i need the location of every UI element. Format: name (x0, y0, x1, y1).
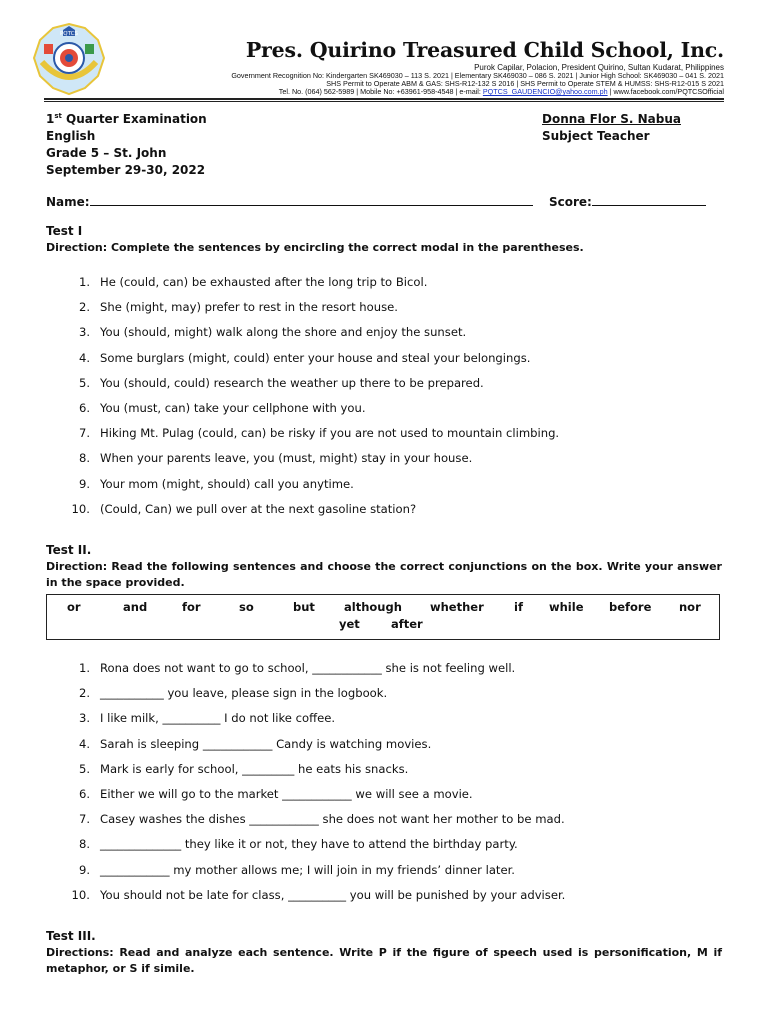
list-item: 7. Hiking Mt. Pulag (could, can) be risky if you are not used to mountain climbing. (78, 426, 560, 441)
conjunction-word: so (239, 600, 254, 614)
test1-direction: Direction: Complete the sentences by encircling the correct modal in the parentheses. (46, 241, 584, 254)
exam-info (46, 111, 207, 179)
name-score-row (46, 195, 706, 209)
svg-text:PQTCS: PQTCS (59, 31, 79, 37)
list-item: 9. Your mom (might, should) call you anytime. (78, 476, 354, 491)
list-item: 5. Mark is early for school, _________ he eats his snacks. (78, 761, 409, 776)
conjunction-word: or (67, 600, 81, 614)
test2-direction: Direction: Read the following sentences and choose the correct conjunctions on the box. Write your answer in the space provided. (46, 560, 722, 589)
list-item: 9. ____________ my mother allows me; I will join in my friends’ dinner later. (78, 862, 515, 877)
test3-title: Test III. (46, 929, 96, 943)
test3-direction: Directions: Read and analyze each sentence. Write P if the figure of speech used is personification, M if metaphor, or S if simile. (46, 946, 722, 975)
list-item: 4. Sarah is sleeping ____________ Candy is watching movies. (78, 736, 432, 751)
name-label: Name: (46, 195, 90, 209)
conjunction-word: before (609, 600, 652, 614)
test2-items (60, 661, 565, 913)
list-item: 6. Either we will go to the market ____________ we will see a movie. (78, 786, 473, 801)
conjunction-word: but (293, 600, 315, 614)
teacher-name: Donna Flor S. Nabua (542, 112, 681, 126)
teacher-role: Subject Teacher (542, 129, 650, 143)
list-item: 10. (Could, Can) we pull over at the next gasoline station? (71, 501, 417, 516)
header-divider (44, 98, 724, 100)
exam-date: September 29-30, 2022 (46, 163, 206, 177)
conjunction-word: if (514, 600, 523, 614)
list-item: 1. He (could, can) be exhausted after the long trip to Bicol. (78, 275, 428, 289)
conjunction-word: while (549, 600, 584, 614)
list-item: 3. You (should, might) walk along the shore and enjoy the sunset. (78, 325, 467, 340)
conjunction-word: for (182, 600, 201, 614)
school-address: Purok Capilar, Polacion, President Quirino, Sultan Kudarat, Philippines (474, 63, 724, 72)
government-recognition: Government Recognition No: Kindergarten SK469030 – 113 S. 2021 | Elementary SK469030 – 086 S. 2021 | Junior High School: SK469030 – 041 S. 2021 (231, 71, 724, 80)
exam-subject: English (46, 129, 96, 143)
conjunction-box (46, 594, 720, 640)
school-name: Pres. Quirino Treasured Child School, Inc. (245, 38, 724, 62)
conjunction-word: although (344, 600, 402, 614)
test1-title: Test I (46, 224, 83, 238)
shs-permits: SHS Permit to Operate ABM & GAS: SHS-R12-132 S 2016 | SHS Permit to Operate STEM & HUMSS: SHS-R12-015 S 2021 (326, 79, 724, 88)
list-item: 6. You (must, can) take your cellphone with you. (78, 400, 366, 415)
conjunction-word: after (391, 617, 423, 631)
header-divider-thin (44, 101, 724, 102)
score-field[interactable] (592, 195, 706, 206)
teacher-info (542, 111, 681, 145)
conjunction-word: nor (679, 600, 701, 614)
list-item: 2. She (might, may) prefer to rest in the resort house. (78, 300, 398, 315)
name-field[interactable] (90, 195, 533, 206)
list-item: 2. ___________ you leave, please sign in the logbook. (78, 686, 388, 701)
list-item: 1. Rona does not want to go to school, ____________ she is not feeling well. (78, 661, 516, 675)
score-label: Score: (548, 195, 592, 209)
list-item: 4. Some burglars (might, could) enter your house and steal your belongings. (78, 350, 531, 365)
exam-grade: Grade 5 – St. John (46, 146, 167, 160)
contact-phone: Tel. No. (064) 562-5989 | Mobile No: +63961-958-4548 | e-mail: (278, 87, 483, 96)
conjunction-word: and (123, 600, 148, 614)
school-logo-icon (30, 22, 108, 96)
email-link[interactable]: PQTCS_GAUDENCIO@yahoo.com.ph (482, 87, 608, 96)
test1-items (60, 275, 559, 527)
exam-quarter: 1st Quarter Examination (46, 112, 207, 126)
conjunction-word: yet (339, 617, 360, 631)
list-item: 3. I like milk, __________ I do not like coffee. (78, 711, 336, 726)
list-item: 10. You should not be late for class, __________ you will be punished by your adviser. (71, 887, 566, 902)
list-item: 7. Casey washes the dishes ____________ she does not want her mother to be mad. (78, 812, 565, 827)
conjunction-word: whether (430, 600, 484, 614)
contact-info (120, 88, 724, 96)
list-item: 8. ______________ they like it or not, they have to attend the birthday party. (78, 837, 518, 852)
facebook-link: | www.facebook.com/PQTCSOfficial (607, 87, 724, 96)
list-item: 5. You (should, could) research the weather up there to be prepared. (78, 375, 484, 390)
list-item: 8. When your parents leave, you (must, might) stay in your house. (78, 451, 473, 466)
test2-title: Test II. (46, 543, 92, 557)
